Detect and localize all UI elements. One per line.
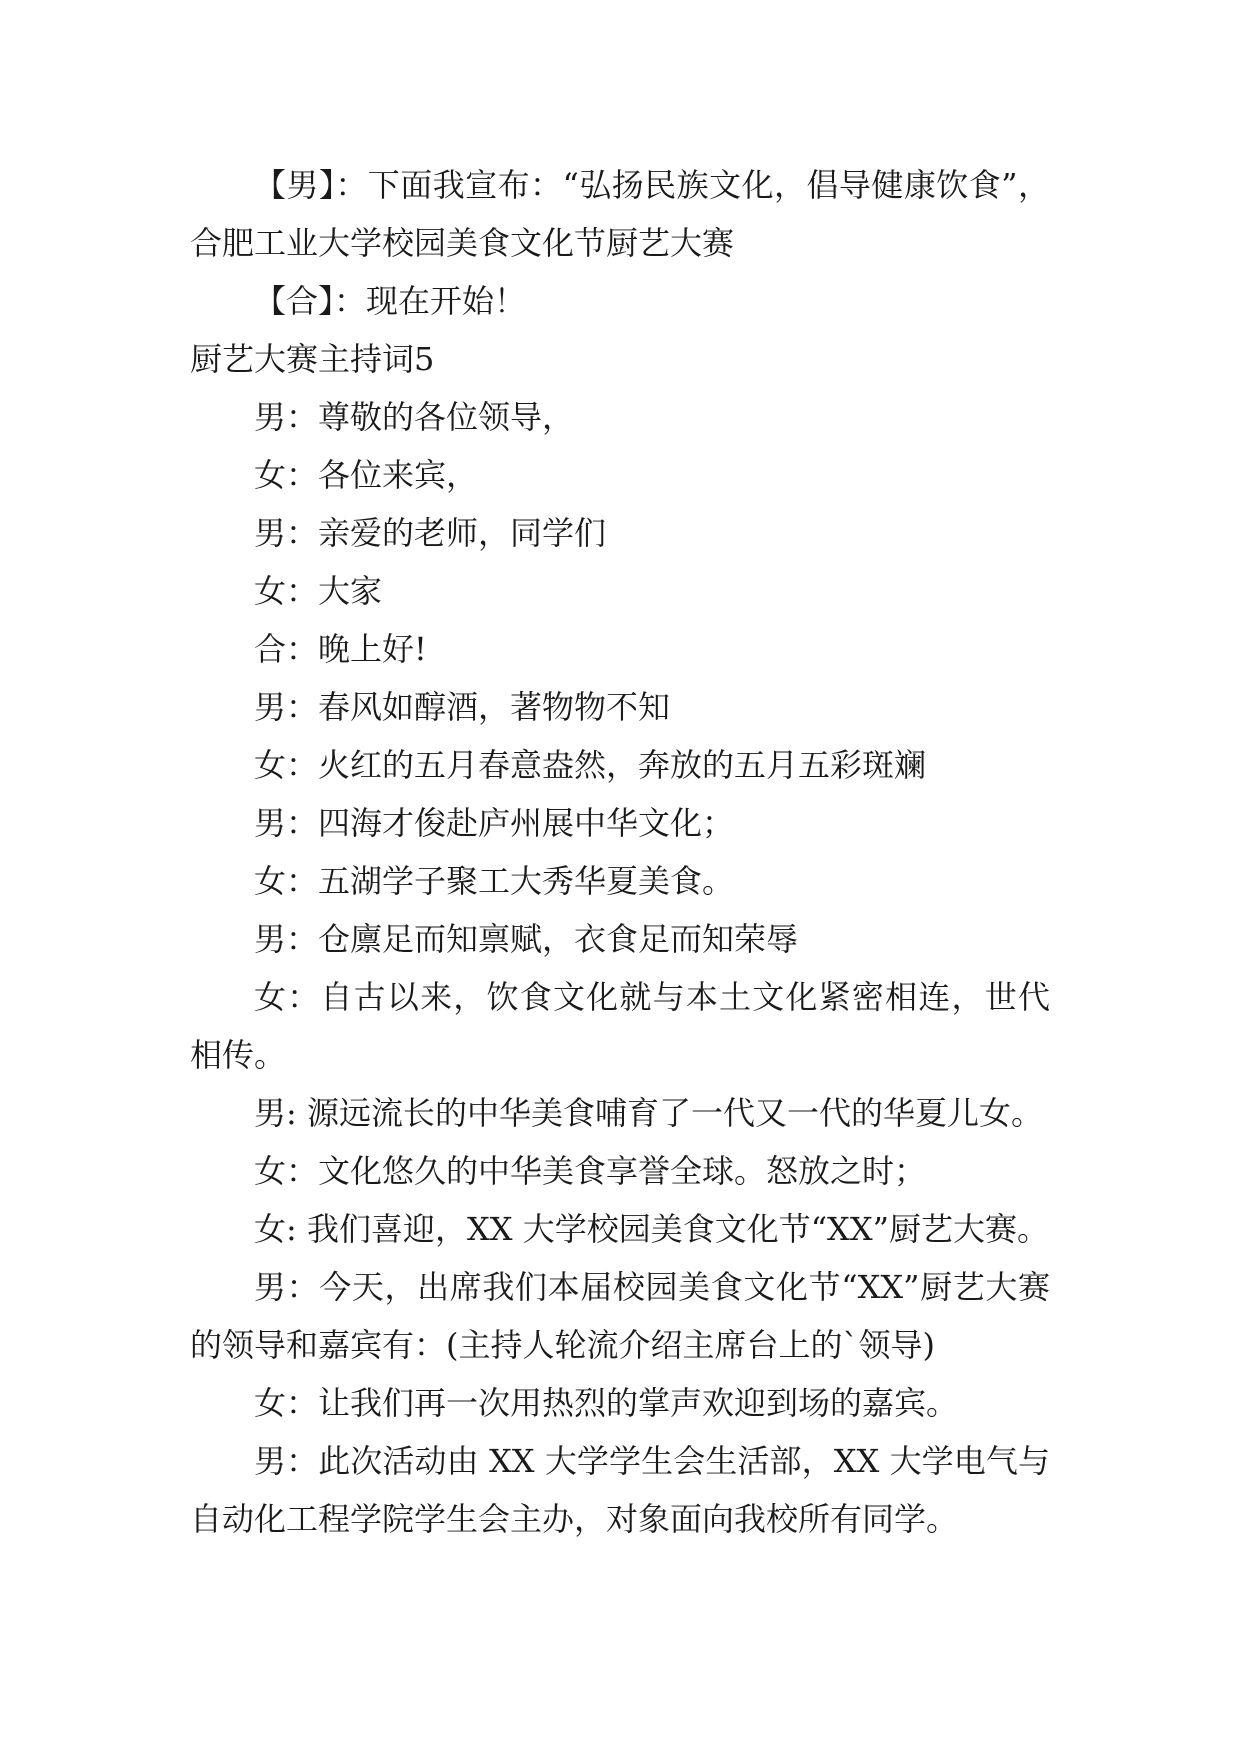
paragraph-start: 【合】：现在开始！ — [254, 282, 527, 320]
script-line: 男：此次活动由 XX 大学学生会生活部，XX 大学电气与自动化工程学院学生会主办，对象面向我校所有同学。 — [190, 1442, 1050, 1538]
script-line: 女：让我们再一次用热烈的掌声欢迎到场的嘉宾。 — [254, 1384, 959, 1422]
script-line: 合：晚上好! — [254, 630, 427, 668]
script-line: 女：各位来宾， — [254, 456, 479, 494]
paragraph-announcement: 【男】：下面我宣布：“弘扬民族文化，倡导健康饮食”，合肥工业大学校园美食文化节厨艺大赛 — [190, 166, 1050, 262]
script-line: 男：四海才俊赴庐州展中华文化； — [254, 804, 735, 842]
document-body — [190, 156, 1050, 1548]
script-line: 男：春风如醇酒，著物物不知 — [254, 688, 671, 726]
script-line: 男: 源远流长的中华美食哺育了一代又一代的华夏儿女。 — [254, 1094, 1043, 1132]
script-line: 男：仓廪足而知禀赋，衣食足而知荣辱 — [254, 920, 799, 958]
script-line: 女：五湖学子聚工大秀华夏美食。 — [254, 862, 735, 900]
script-line: 男：尊敬的各位领导， — [254, 398, 575, 436]
script-line: 女：自古以来，饮食文化就与本土文化紧密相连，世代相传。 — [190, 978, 1050, 1074]
section-heading: 厨艺大赛主持词5 — [190, 340, 435, 378]
script-line: 女：大家 — [254, 572, 383, 610]
script-line: 女: 我们喜迎，XX 大学校园美食文化节“XX”厨艺大赛。 — [254, 1210, 1049, 1248]
script-line: 男：亲爱的老师，同学们 — [254, 514, 607, 552]
script-line: 女：文化悠久的中华美食享誉全球。怒放之时； — [254, 1152, 927, 1190]
script-line: 女：火红的五月春意盎然，奔放的五月五彩斑斓 — [254, 746, 927, 784]
script-line: 男：今天，出席我们本届校园美食文化节“XX”厨艺大赛的领导和嘉宾有：(主持人轮流介绍主席台上的`领导) — [190, 1268, 1050, 1364]
